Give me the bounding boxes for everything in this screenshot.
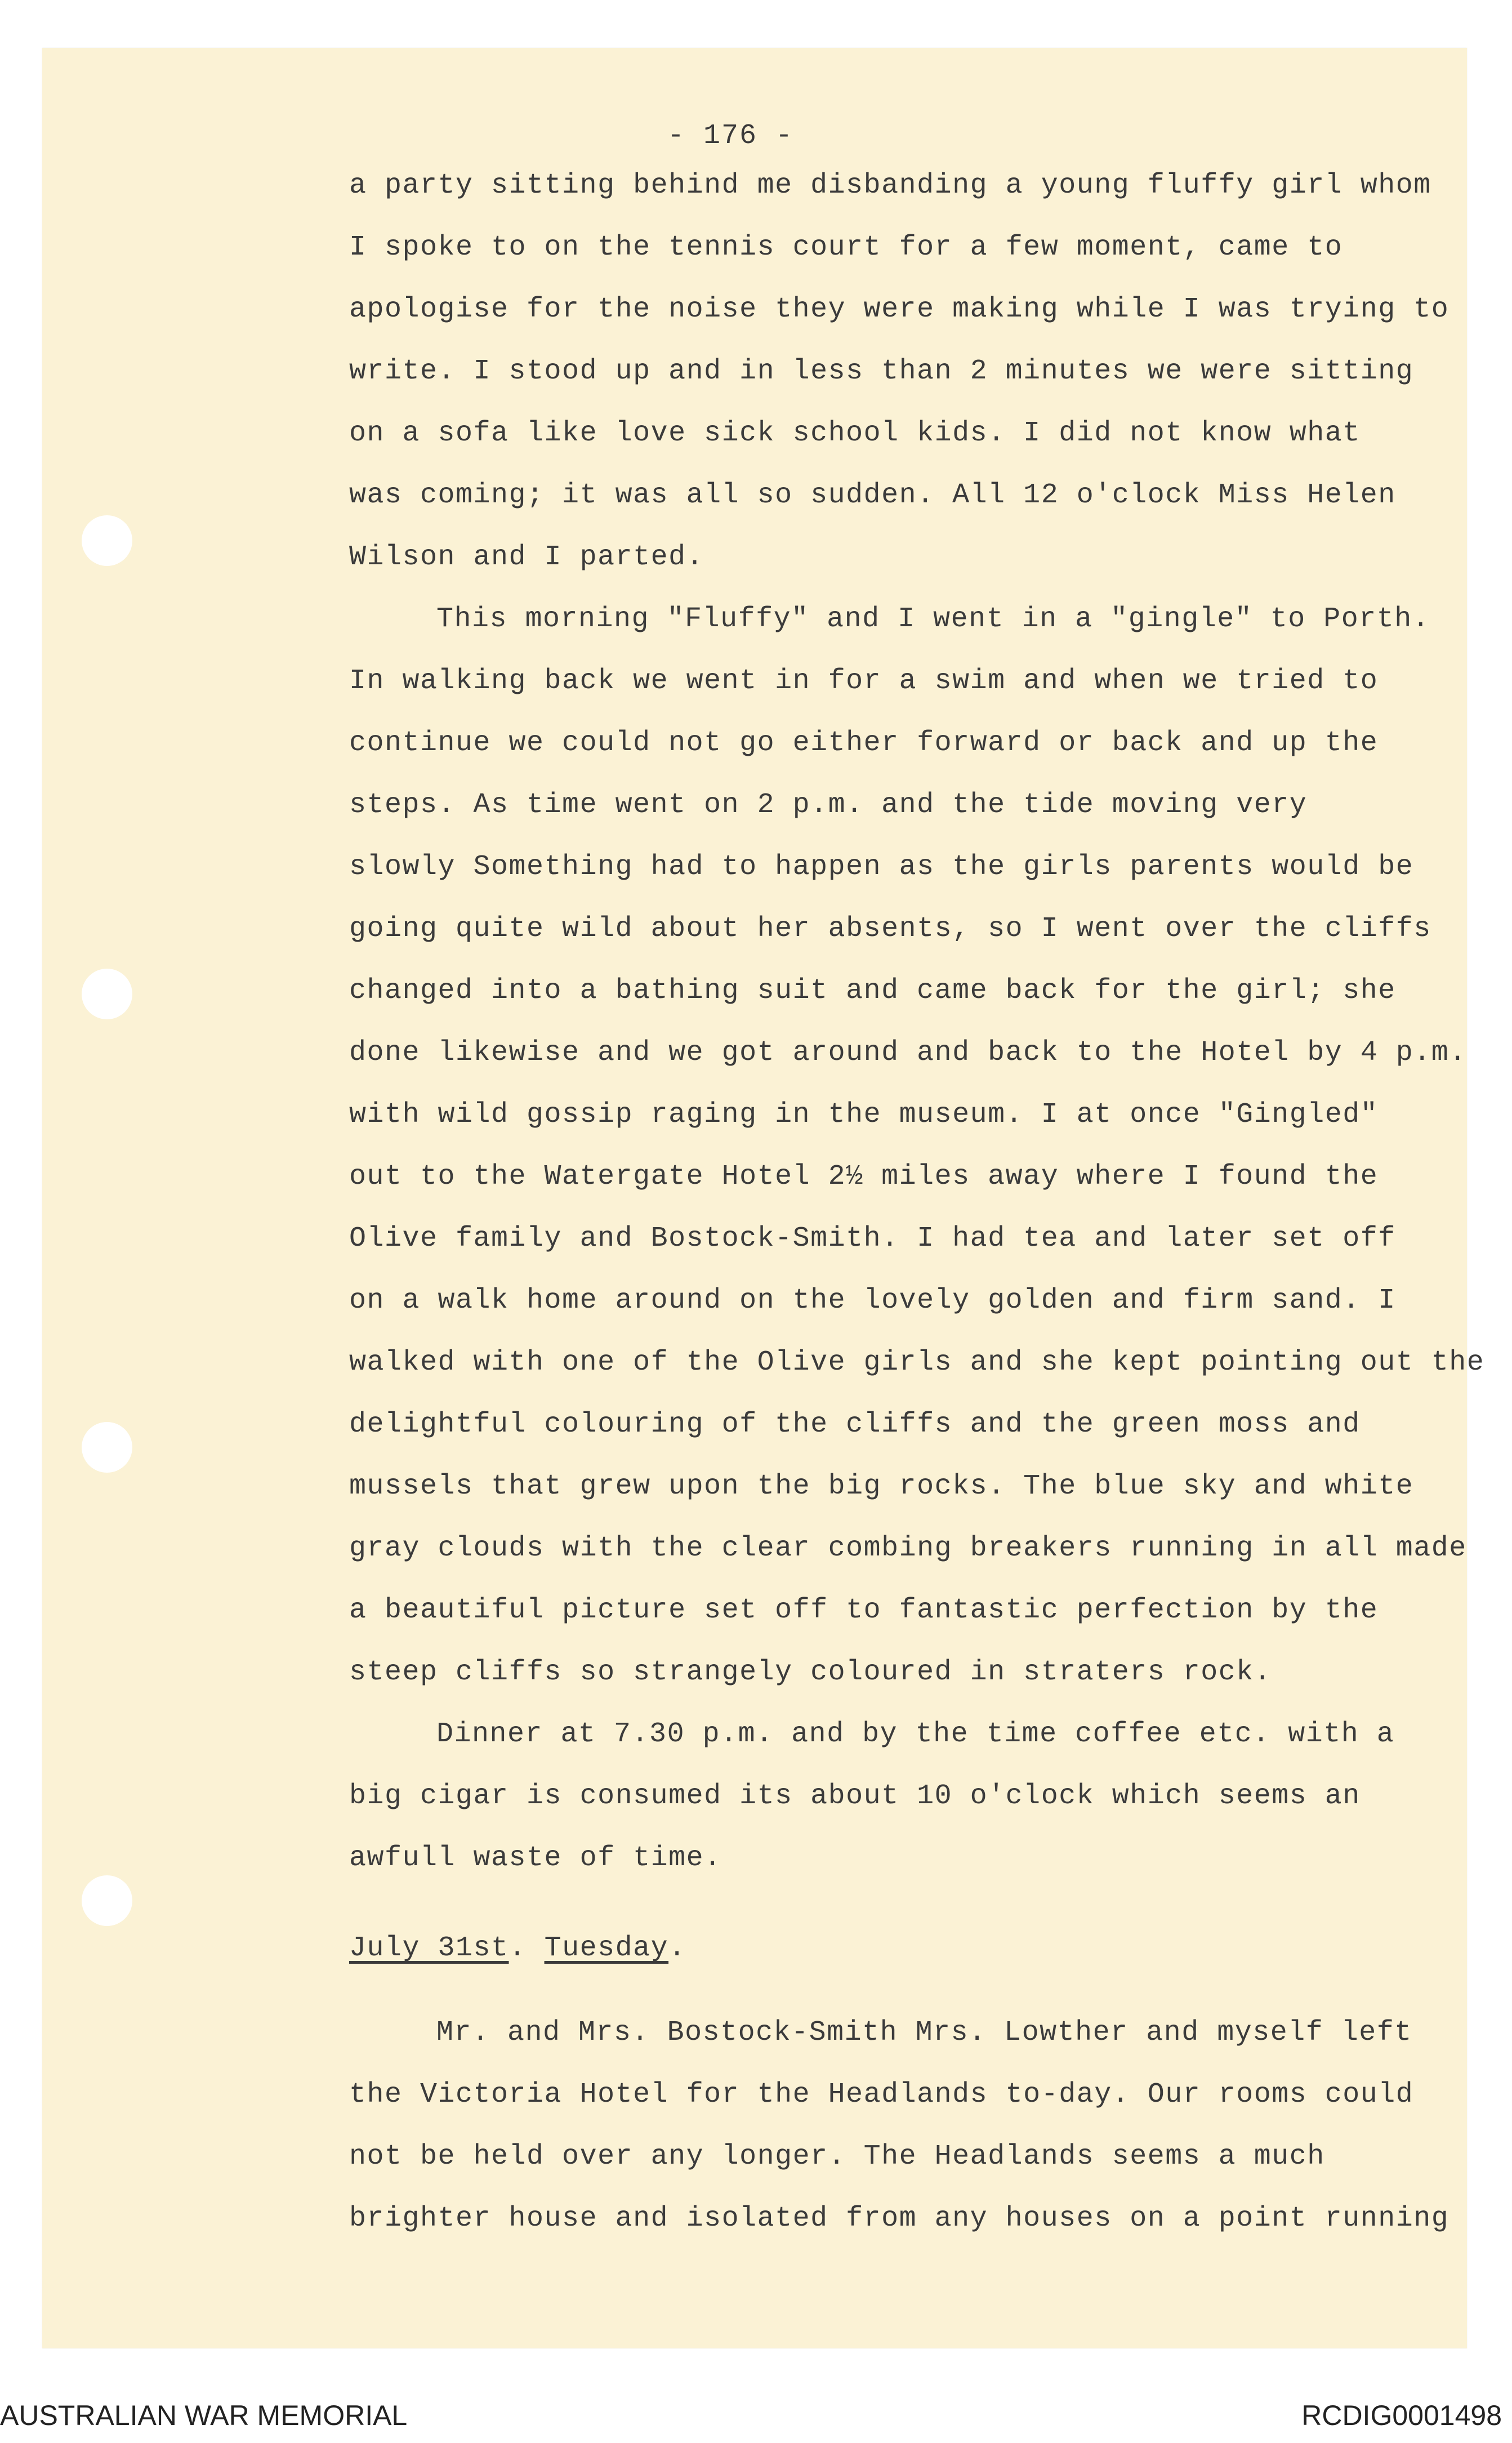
text-line: with wild gossip raging in the museum. I at once "Gingled" (349, 1099, 1379, 1131)
text-line: continue we could not go either forward or back and up the (349, 727, 1379, 759)
text-line: a party sitting behind me disbanding a young fluffy girl whom (349, 170, 1431, 202)
text-line: walked with one of the Olive girls and she kept pointing out the (349, 1347, 1485, 1379)
text-line: on a sofa like love sick school kids. I did not know what (349, 417, 1361, 449)
text-line: Mr. and Mrs. Bostock-Smith Mrs. Lowther and myself left (436, 2017, 1412, 2049)
punch-hole (82, 1422, 132, 1473)
text-line: the Victoria Hotel for the Headlands to-day. Our rooms could (349, 2079, 1414, 2111)
text-line: apologise for the noise they were making while I was trying to (349, 293, 1449, 326)
text-line: brighter house and isolated from any houses on a point running (349, 2203, 1449, 2235)
text-line: slowly Something had to happen as the girls parents would be (349, 851, 1414, 883)
text-line: write. I stood up and in less than 2 minutes we were sitting (349, 355, 1414, 387)
text-line: going quite wild about her absents, so I went over the cliffs (349, 913, 1431, 945)
text-line: changed into a bathing suit and came back for the girl; she (349, 975, 1396, 1007)
typed-text (349, 155, 1485, 2250)
text-line: Olive family and Bostock-Smith. I had tea and later set off (349, 1223, 1396, 1255)
text-line: This morning "Fluffy" and I went in a "gingle" to Porth. (436, 603, 1430, 635)
text-line: a beautiful picture set off to fantastic perfection by the (349, 1594, 1379, 1626)
text-line: Dinner at 7.30 p.m. and by the time coffee etc. with a (436, 1718, 1395, 1750)
text-line: out to the Watergate Hotel 2½ miles away where I found the (349, 1161, 1379, 1193)
punch-hole (82, 515, 132, 566)
text-line: gray clouds with the clear combing breakers running in all made (349, 1532, 1467, 1564)
text-line: not be held over any longer. The Headlands seems a much (349, 2141, 1325, 2173)
text-line: steps. As time went on 2 p.m. and the tide moving very (349, 789, 1308, 821)
footer-archive-name: AUSTRALIAN WAR MEMORIAL (0, 2400, 408, 2431)
date-heading-date: July 31st (349, 1932, 509, 1964)
date-heading: July 31st. Tuesday. (349, 1932, 686, 1964)
footer-record-id: RCDIG0001498 (1301, 2400, 1502, 2431)
text-line: on a walk home around on the lovely golden and firm sand. I (349, 1285, 1396, 1317)
text-line: delightful colouring of the cliffs and the green moss and (349, 1408, 1361, 1441)
text-line: big cigar is consumed its about 10 o'clock which seems an (349, 1780, 1361, 1812)
text-line: steep cliffs so strangely coloured in straters rock. (349, 1656, 1272, 1688)
text-line: In walking back we went in for a swim and when we tried to (349, 665, 1379, 697)
date-heading-day: Tuesday (544, 1932, 669, 1964)
text-line: awfull waste of time. (349, 1842, 722, 1874)
text-line: Wilson and I parted. (349, 541, 704, 573)
document-page (42, 48, 1485, 2348)
punch-hole (82, 1875, 132, 1926)
text-line: done likewise and we got around and back to the Hotel by 4 p.m. (349, 1037, 1467, 1069)
punch-hole (82, 969, 132, 1019)
text-line: mussels that grew upon the big rocks. The blue sky and white (349, 1470, 1414, 1503)
text-line: was coming; it was all so sudden. All 12 o'clock Miss Helen (349, 479, 1396, 511)
text-line: I spoke to on the tennis court for a few moment, came to (349, 231, 1343, 264)
page-number: - 176 - (667, 120, 794, 152)
